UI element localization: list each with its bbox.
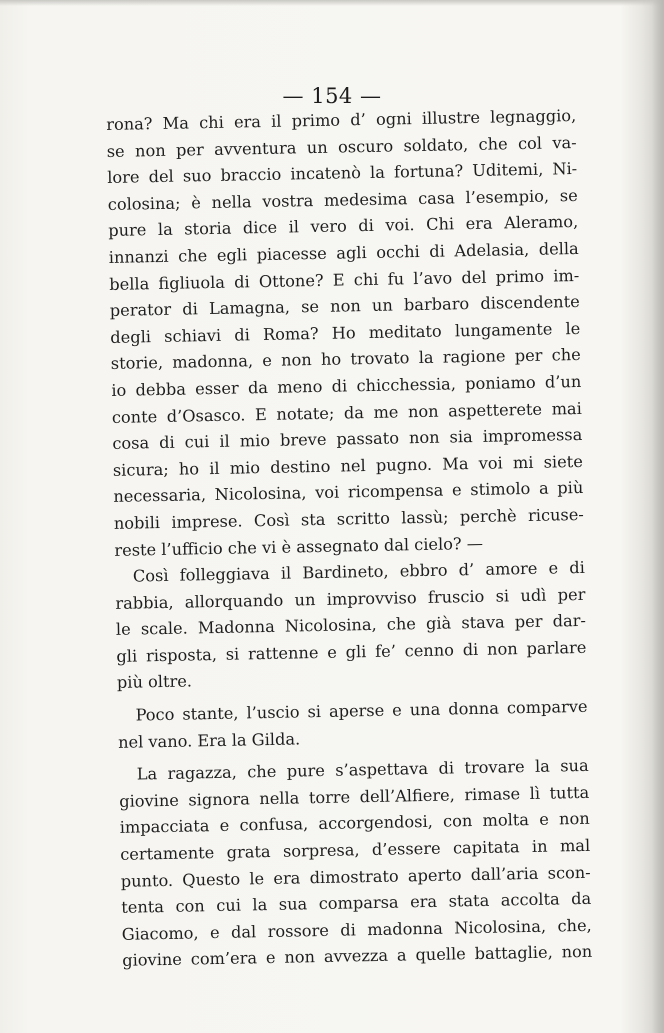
text-line: nobili imprese. Così sta scritto lassù; perchè ricuse- bbox=[113, 504, 584, 533]
text-line: necessaria, Nicolosina, voi ricompensa e stimolo a più bbox=[113, 478, 584, 507]
text-line: io debba esser da meno di chicchessia, poniamo d’un bbox=[111, 371, 582, 400]
text-line: le scale. Madonna Nicolosina, che già stava per dar- bbox=[115, 611, 587, 640]
text-line: giovine com’era e non avvezza a quelle battaglie, non bbox=[122, 942, 593, 971]
text-line: Poco stante, l’uscio si aperse e una donna comparve bbox=[135, 696, 588, 725]
text-line: Giacomo, e dal rossore di madonna Nicolosina, che, bbox=[121, 915, 592, 944]
text-line: certamente grata sorpresa, d’essere capitata in mal bbox=[120, 835, 591, 864]
text-line: degli schiavi di Roma? Ho meditato lungamente le bbox=[110, 318, 581, 347]
text-line: pure la storia dice il vero di voi. Chi era Aleramo, bbox=[108, 212, 579, 241]
text-line: colosina; è nella vostra medesima casa l’esempio, se bbox=[107, 185, 578, 214]
page-number: — 154 — bbox=[282, 84, 382, 108]
text-line: nel vano. Era la Gilda. bbox=[117, 729, 301, 752]
text-line: rabbia, allorquando un improvviso fruscio si udì per bbox=[115, 584, 586, 613]
text-line: rona? Ma chi era il primo d’ ogni illustre legnaggio, bbox=[106, 105, 577, 134]
text-line: gli risposta, si rattenne e gli fe’ cenno di non parlare bbox=[116, 637, 587, 666]
text-line: sicura; ho il mio destino nel pugno. Ma voi mi siete bbox=[112, 451, 583, 480]
page-top-shadow bbox=[0, 0, 664, 6]
text-line: bella figliuola di Ottone? E chi fu l’avo del primo im- bbox=[109, 265, 580, 294]
text-line: cosa di cui il mio breve passato non sia impromessa bbox=[112, 425, 583, 454]
text-line: tenta con cui la sua comparsa era stata accolta da bbox=[121, 889, 592, 918]
text-line: se non per avventura un oscuro soldato, che col va- bbox=[106, 132, 577, 161]
text-line: conte d’Osasco. E notate; da me non aspetterete mai bbox=[111, 398, 582, 427]
text-line: perator di Lamagna, se non un barbaro discendente bbox=[109, 292, 580, 321]
text-line: Così folleggiava il Bardineto, ebbro d’ amore e di bbox=[132, 557, 586, 586]
text-line: più oltre. bbox=[116, 671, 193, 693]
body-text bbox=[106, 103, 592, 975]
text-line: impacciata e confusa, accorgendosi, con molta e non bbox=[119, 809, 590, 838]
text-line: giovine signora nella torre dell’Alfiere, rimase lì tutta bbox=[119, 782, 590, 811]
text-line: innanzi che egli piacesse agli occhi di Adelasia, della bbox=[108, 238, 579, 267]
text-line: punto. Questo le era dimostrato aperto dall’aria scon- bbox=[120, 862, 591, 891]
text-line: La ragazza, che pure s’aspettava di trovare la sua bbox=[136, 756, 589, 784]
page-gutter-shadow bbox=[652, 0, 664, 1033]
text-line: storie, madonna, e non ho trovato la ragione per che bbox=[110, 345, 581, 374]
text-line: lore del suo braccio incatenò la fortuna? Uditemi, Ni- bbox=[107, 159, 578, 188]
text-line: reste l’ufficio che vi è assegnato dal cielo? — bbox=[114, 533, 484, 560]
